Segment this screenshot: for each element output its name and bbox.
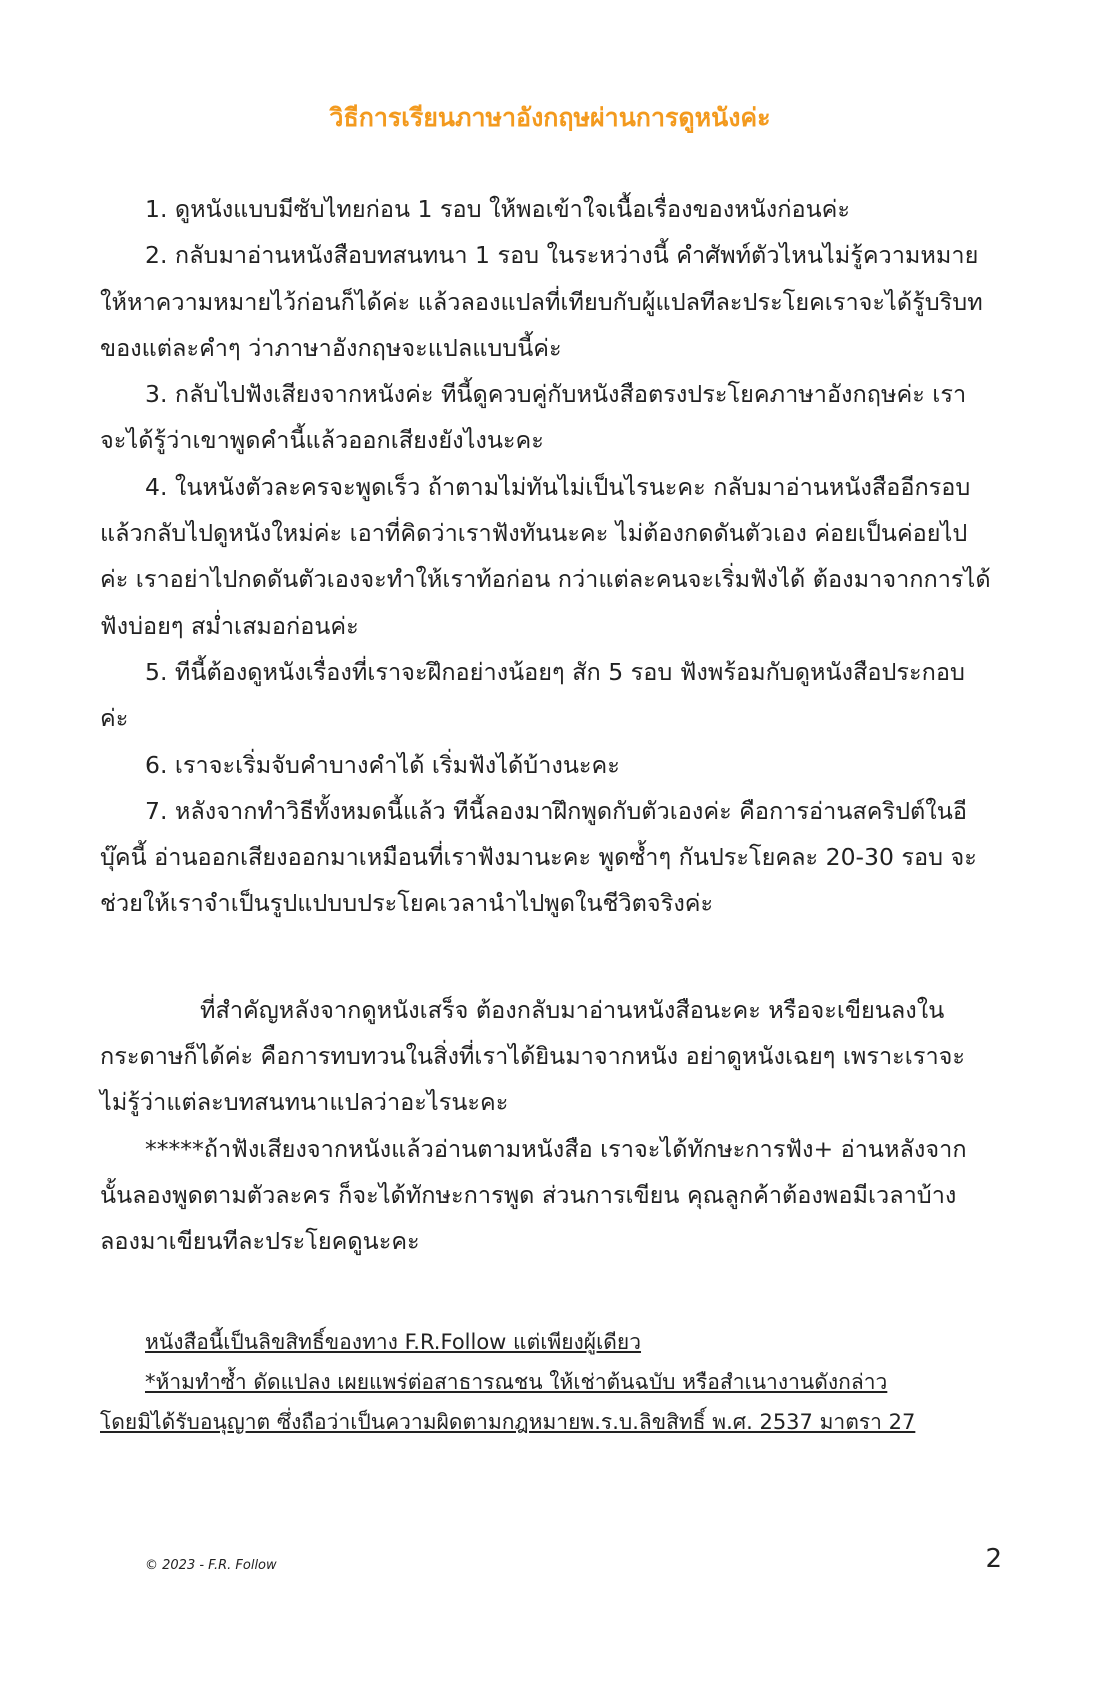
- copyright-notice: [100, 1322, 992, 1442]
- important-paragraph: ที่สำคัญหลังจากดูหนังเสร็จ ต้องกลับมาอ่านหนังสือนะคะ หรือจะเขียนลงในกระดาษก็ได้ค่ะ คือการทบทวนในสิ่งที่เราได้ยินมาจากหนัง อย่าดูหนังเฉยๆ เพราะเราจะไม่รู้ว่าแต่ละบทสนทนาแปลว่าอะไรนะคะ: [100, 995, 966, 1117]
- step-2: 2. กลับมาอ่านหนังสือบทสนทนา 1 รอบ ในระหว่างนี้ คำศัพท์ตัวไหนไม่รู้ความหมายให้หาความหมายไว้ก่อนก็ได้ค่ะ แล้วลองแปลที่เทียบกับผู้แปลทีละประโยคเราจะได้รู้บริบทของแต่ละคำๆ ว่าภาษาอังกฤษจะแปลแบบนี้ค่ะ: [100, 241, 983, 362]
- copyright-line-2: *ห้ามทำซ้ำ ดัดแปลง เผยแพร่ต่อสาธารณชน ให้เช่าต้นฉบับ หรือสำเนางานดังกล่าว: [145, 1370, 888, 1394]
- step-1: 1. ดูหนังแบบมีซับไทยก่อน 1 รอบ ให้พอเข้าใจเนื้อเรื่องของหนังก่อนค่ะ: [145, 195, 851, 223]
- step-4: 4. ในหนังตัวละครจะพูดเร็ว ถ้าตามไม่ทันไม่เป็นไรนะคะ กลับมาอ่านหนังสืออีกรอบ แล้วกลับไปดูหนังใหม่ค่ะ เอาที่คิดว่าเราฟังทันนะคะ ไม่ต้องกดดันตัวเอง ค่อยเป็นค่อยไปค่ะ เราอย่าไปกดดันตัวเองจะทำให้เราท้อก่อน กว่าแต่ละคนจะเริ่มฟังได้ ต้องมาจากการได้ฟังบ่อยๆ สม่ำเสมอก่อนค่ะ: [100, 472, 991, 640]
- step-3: 3. กลับไปฟังเสียงจากหนังค่ะ ทีนี้ดูควบคู่กับหนังสือตรงประโยคภาษาอังกฤษค่ะ เราจะได้รู้ว่าเขาพูดคำนี้แล้วออกเสียงยังไงนะคะ: [100, 380, 967, 455]
- paragraph-gap: [100, 927, 992, 987]
- step-6: 6. เราจะเริ่มจับคำบางคำได้ เริ่มฟังได้บ้างนะคะ: [145, 750, 620, 779]
- instructions-body: [100, 186, 992, 1265]
- step-7: 7. หลังจากทำวิธีทั้งหมดนี้แล้ว ทีนี้ลองมาฝึกพูดกับตัวเองค่ะ คือการอ่านสคริปต์ในอีบุ๊คนี้ อ่านออกเสียงออกมาเหมือนที่เราฟังมานะคะ พูดซ้ำๆ กันประโยคละ 20-30 รอบ จะช่วยให้เราจำเป็นรูปแปบบประโยคเวลานำไปพูดในชีวิตจริงค่ะ: [100, 796, 977, 918]
- page-title: วิธีการเรียนภาษาอังกฤษผ่านการดูหนังค่ะ: [329, 103, 771, 132]
- step-5: 5. ทีนี้ต้องดูหนังเรื่องที่เราจะฝึกอย่างน้อยๆ สัก 5 รอบ ฟังพร้อมกับดูหนังสือประกอบค่ะ: [100, 657, 965, 733]
- page-number: 2: [985, 1544, 1002, 1574]
- skills-paragraph: *****ถ้าฟังเสียงจากหนังแล้วอ่านตามหนังสือ เราจะได้ทักษะการฟัง+ อ่านหลังจากนั้นลองพูดตามตัวละคร ก็จะได้ทักษะการพูด ส่วนการเขียน คุณลูกค้าต้องพอมีเวลาบ้าง ลองมาเขียนทีละประโยคดูนะคะ: [100, 1134, 967, 1256]
- copyright-line-1: หนังสือนี้เป็นลิขสิทธิ์ของทาง F.R.Follow แต่เพียงผู้เดียว: [145, 1330, 642, 1354]
- copyright-line-3: โดยมิได้รับอนุญาต ซึ่งถือว่าเป็นความผิดตามกฎหมายพ.ร.บ.ลิขสิทธิ์ พ.ศ. 2537 มาตรา 27: [100, 1410, 916, 1434]
- footer-copyright: © 2023 - F.R. Follow: [145, 1558, 277, 1573]
